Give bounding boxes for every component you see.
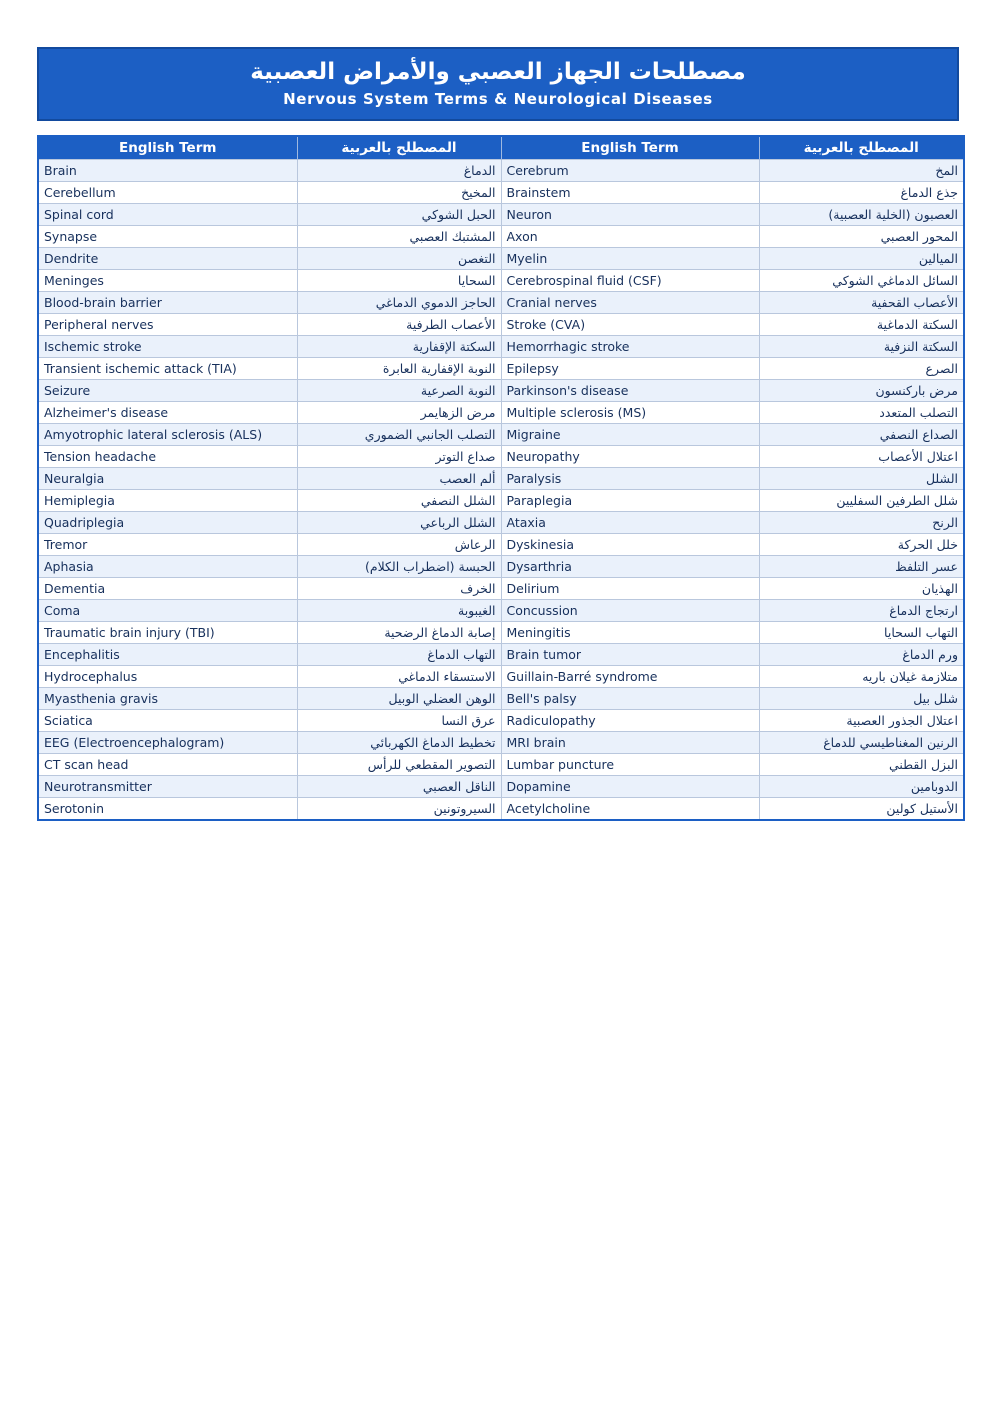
term-arabic: النوبة الصرعية <box>297 380 501 402</box>
term-arabic: ارتجاج الدماغ <box>759 600 964 622</box>
term-english: Acetylcholine <box>501 798 759 821</box>
table-row <box>38 710 964 732</box>
column-header-arabic-1: المصطلح بالعربية <box>297 136 501 160</box>
term-english: Ischemic stroke <box>38 336 297 358</box>
term-english: Brain tumor <box>501 644 759 666</box>
term-arabic: الدوبامين <box>759 776 964 798</box>
term-arabic: خلل الحركة <box>759 534 964 556</box>
table-row <box>38 754 964 776</box>
term-english: Dopamine <box>501 776 759 798</box>
term-arabic: مرض الزهايمر <box>297 402 501 424</box>
term-arabic: متلازمة غيلان باريه <box>759 666 964 688</box>
term-english: Tremor <box>38 534 297 556</box>
term-english: Hemorrhagic stroke <box>501 336 759 358</box>
table-row <box>38 776 964 798</box>
term-english: Myasthenia gravis <box>38 688 297 710</box>
term-arabic: السائل الدماغي الشوكي <box>759 270 964 292</box>
term-english: Spinal cord <box>38 204 297 226</box>
term-english: Dysarthria <box>501 556 759 578</box>
term-english: Guillain-Barré syndrome <box>501 666 759 688</box>
term-english: Cranial nerves <box>501 292 759 314</box>
term-arabic: الميالين <box>759 248 964 270</box>
term-english: Alzheimer's disease <box>38 402 297 424</box>
term-arabic: الشلل الرباعي <box>297 512 501 534</box>
term-arabic: ألم العصب <box>297 468 501 490</box>
table-row <box>38 512 964 534</box>
term-english: Blood-brain barrier <box>38 292 297 314</box>
table-row <box>38 600 964 622</box>
term-english: Meningitis <box>501 622 759 644</box>
term-english: Stroke (CVA) <box>501 314 759 336</box>
term-english: Hemiplegia <box>38 490 297 512</box>
term-english: Tension headache <box>38 446 297 468</box>
term-english: Encephalitis <box>38 644 297 666</box>
term-arabic: البزل القطني <box>759 754 964 776</box>
term-english: Dementia <box>38 578 297 600</box>
term-english: Neuropathy <box>501 446 759 468</box>
term-arabic: النوبة الإقفارية العابرة <box>297 358 501 380</box>
term-english: Amyotrophic lateral sclerosis (ALS) <box>38 424 297 446</box>
table-row <box>38 204 964 226</box>
page-header <box>37 47 959 121</box>
column-header-english-1: English Term <box>38 136 297 160</box>
term-english: Dendrite <box>38 248 297 270</box>
term-arabic: تخطيط الدماغ الكهربائي <box>297 732 501 754</box>
table-row <box>38 292 964 314</box>
term-english: Delirium <box>501 578 759 600</box>
table-row <box>38 578 964 600</box>
term-arabic: الصداع النصفي <box>759 424 964 446</box>
table-row <box>38 424 964 446</box>
term-arabic: مرض باركنسون <box>759 380 964 402</box>
table-row <box>38 160 964 182</box>
term-english: Quadriplegia <box>38 512 297 534</box>
term-arabic: السحايا <box>297 270 501 292</box>
table-row <box>38 314 964 336</box>
table-row <box>38 226 964 248</box>
table-row <box>38 534 964 556</box>
term-english: Cerebrum <box>501 160 759 182</box>
column-header-english-2: English Term <box>501 136 759 160</box>
term-arabic: صداع التوتر <box>297 446 501 468</box>
table-row <box>38 358 964 380</box>
table-row <box>38 270 964 292</box>
table-row <box>38 556 964 578</box>
term-arabic: الحبسة (اضطراب الكلام) <box>297 556 501 578</box>
table-row <box>38 688 964 710</box>
table-row <box>38 446 964 468</box>
term-english: Seizure <box>38 380 297 402</box>
term-english: Migraine <box>501 424 759 446</box>
term-english: Brain <box>38 160 297 182</box>
term-arabic: الرعاش <box>297 534 501 556</box>
term-arabic: الأعصاب الطرفية <box>297 314 501 336</box>
term-arabic: الدماغ <box>297 160 501 182</box>
table-row <box>38 666 964 688</box>
term-arabic: المشتبك العصبي <box>297 226 501 248</box>
term-arabic: الأعصاب القحفية <box>759 292 964 314</box>
term-arabic: الخرف <box>297 578 501 600</box>
table-row <box>38 248 964 270</box>
term-arabic: عسر التلفظ <box>759 556 964 578</box>
term-english: MRI brain <box>501 732 759 754</box>
term-english: Dyskinesia <box>501 534 759 556</box>
term-arabic: المخ <box>759 160 964 182</box>
table-row <box>38 622 964 644</box>
term-arabic: شلل الطرفين السفليين <box>759 490 964 512</box>
term-arabic: السكتة الإقفارية <box>297 336 501 358</box>
term-english: Multiple sclerosis (MS) <box>501 402 759 424</box>
table-row <box>38 490 964 512</box>
term-arabic: التهاب السحايا <box>759 622 964 644</box>
term-english: Ataxia <box>501 512 759 534</box>
term-arabic: المحور العصبي <box>759 226 964 248</box>
terms-table <box>37 135 965 821</box>
term-arabic: الأستيل كولين <box>759 798 964 821</box>
term-english: Brainstem <box>501 182 759 204</box>
term-arabic: الغيبوبة <box>297 600 501 622</box>
term-arabic: ورم الدماغ <box>759 644 964 666</box>
term-arabic: الشلل <box>759 468 964 490</box>
term-arabic: الحبل الشوكي <box>297 204 501 226</box>
title-english: Nervous System Terms & Neurological Diseases <box>283 90 713 108</box>
term-arabic: اعتلال الأعصاب <box>759 446 964 468</box>
term-english: Cerebellum <box>38 182 297 204</box>
table-row <box>38 732 964 754</box>
term-english: Neuralgia <box>38 468 297 490</box>
term-arabic: الاستسقاء الدماغي <box>297 666 501 688</box>
term-english: Bell's palsy <box>501 688 759 710</box>
term-arabic: السكتة الدماغية <box>759 314 964 336</box>
table-row <box>38 336 964 358</box>
term-arabic: الهذيان <box>759 578 964 600</box>
term-english: Coma <box>38 600 297 622</box>
term-english: Concussion <box>501 600 759 622</box>
term-arabic: الحاجز الدموي الدماغي <box>297 292 501 314</box>
term-english: Lumbar puncture <box>501 754 759 776</box>
table-row <box>38 798 964 821</box>
term-arabic: الرنين المغناطيسي للدماغ <box>759 732 964 754</box>
term-arabic: شلل بيل <box>759 688 964 710</box>
term-english: Radiculopathy <box>501 710 759 732</box>
table-row <box>38 380 964 402</box>
term-english: Transient ischemic attack (TIA) <box>38 358 297 380</box>
term-english: Epilepsy <box>501 358 759 380</box>
term-english: Axon <box>501 226 759 248</box>
term-arabic: الرنح <box>759 512 964 534</box>
term-english: Serotonin <box>38 798 297 821</box>
term-arabic: التصلب المتعدد <box>759 402 964 424</box>
term-arabic: اعتلال الجذور العصبية <box>759 710 964 732</box>
term-arabic: الوهن العضلي الوبيل <box>297 688 501 710</box>
term-english: Myelin <box>501 248 759 270</box>
term-arabic: التصوير المقطعي للرأس <box>297 754 501 776</box>
term-english: Meninges <box>38 270 297 292</box>
term-english: Synapse <box>38 226 297 248</box>
table-row <box>38 182 964 204</box>
term-arabic: التصلب الجانبي الضموري <box>297 424 501 446</box>
column-header-arabic-2: المصطلح بالعربية <box>759 136 964 160</box>
term-english: Parkinson's disease <box>501 380 759 402</box>
term-english: Traumatic brain injury (TBI) <box>38 622 297 644</box>
table-body <box>38 160 964 821</box>
title-arabic: مصطلحات الجهاز العصبي والأمراض العصبية <box>250 59 746 85</box>
term-arabic: الشلل النصفي <box>297 490 501 512</box>
term-arabic: عرق النسا <box>297 710 501 732</box>
table-row <box>38 468 964 490</box>
term-english: Sciatica <box>38 710 297 732</box>
term-english: Neurotransmitter <box>38 776 297 798</box>
term-arabic: جذع الدماغ <box>759 182 964 204</box>
term-english: Hydrocephalus <box>38 666 297 688</box>
term-arabic: السكتة النزفية <box>759 336 964 358</box>
term-english: Aphasia <box>38 556 297 578</box>
table-header-row <box>38 136 964 160</box>
term-english: Peripheral nerves <box>38 314 297 336</box>
term-english: Neuron <box>501 204 759 226</box>
term-english: EEG (Electroencephalogram) <box>38 732 297 754</box>
term-arabic: التغصن <box>297 248 501 270</box>
term-arabic: العصبون (الخلية العصبية) <box>759 204 964 226</box>
term-english: Paralysis <box>501 468 759 490</box>
term-arabic: السيروتونين <box>297 798 501 821</box>
term-arabic: الصرع <box>759 358 964 380</box>
term-english: Paraplegia <box>501 490 759 512</box>
term-english: CT scan head <box>38 754 297 776</box>
term-arabic: التهاب الدماغ <box>297 644 501 666</box>
term-arabic: المخيخ <box>297 182 501 204</box>
table-row <box>38 402 964 424</box>
term-arabic: إصابة الدماغ الرضحية <box>297 622 501 644</box>
table-row <box>38 644 964 666</box>
term-english: Cerebrospinal fluid (CSF) <box>501 270 759 292</box>
term-arabic: الناقل العصبي <box>297 776 501 798</box>
